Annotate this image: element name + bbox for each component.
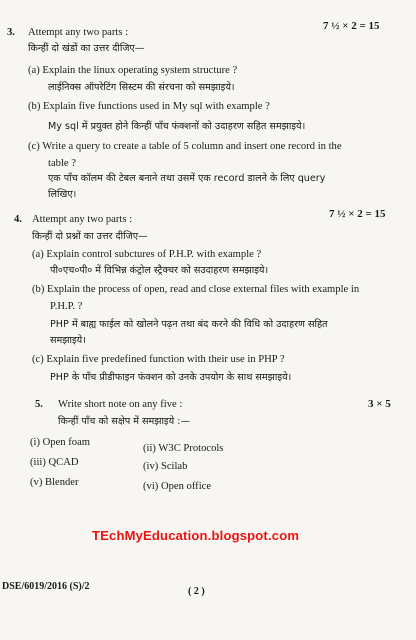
q5-number: 5. [35, 399, 43, 410]
q4-number: 4. [14, 214, 22, 225]
q5-marks: 3 × 5 [368, 398, 391, 410]
watermark-text: TEchMyEducation.blogspot.com [92, 528, 300, 543]
q4-b-hi-2: समझाइये। [50, 335, 86, 346]
q3-c-en-1: (c) Write a query to create a table of 5 column and insert one record in the [28, 141, 342, 152]
q3-c-hi-2: लिखिए। [48, 189, 77, 200]
page-number: ( 2 ) [188, 586, 205, 597]
q4-c-hi: PHP के पाँच प्रीडीफाइन फंक्शन को उनके उपयोग के साथ समझाइये। [50, 372, 292, 383]
q3-instruction-hi: किन्हीं दो खंडों का उत्तर दीजिए— [28, 43, 145, 54]
q5-item: (iii) QCAD [30, 457, 79, 468]
q5-instruction-hi: किन्हीं पाँच को सक्षेप में समझाइये :— [58, 416, 191, 427]
q4-a-hi: पी०एच०पी० में विभिन्न कंट्रोल स्ट्रैक्चर को सउदाहरण समझाइये। [50, 265, 269, 276]
q5-item: (v) Blender [30, 477, 79, 488]
q4-instruction-hi: किन्हीं दो प्रश्नों का उत्तर दीजिए— [32, 231, 148, 242]
q3-b-hi: My sql में प्रयुक्त होने किन्हीं पाँच फंक्शनों को उदाहरण सहित समझाइये। [48, 121, 306, 132]
q4-b-en-1: (b) Explain the process of open, read and close external files with example in [32, 284, 360, 295]
q3-b-en: (b) Explain five functions used in My sql with example ? [28, 101, 270, 112]
q4-b-en-2: P.H.P. ? [50, 301, 83, 312]
q5-item: (i) Open foam [30, 437, 91, 448]
q3-a-en: (a) Explain the linux operating system structure ? [28, 65, 238, 76]
q5-item: (iv) Scilab [143, 461, 188, 472]
q3-c-en-2: table ? [48, 158, 76, 169]
q4-instruction-en: Attempt any two parts : [32, 214, 133, 225]
q4-b-hi-1: PHP में बाह्य फाईल को खोलने पढ़न तथा बंद करने की विधि को उदाहरण सहित [50, 319, 328, 330]
q3-number: 3. [7, 27, 15, 38]
q4-c-en: (c) Explain five predefined function with their use in PHP ? [32, 354, 285, 365]
q3-a-hi: लाईनिक्स ऑपरेटिंग सिस्टम की संरचना को समझाइये। [48, 82, 235, 93]
paper-code: DSE/6019/2016 (S)/2 [2, 581, 90, 592]
q5-item: (vi) Open office [143, 481, 212, 492]
q3-instruction-en: Attempt any two parts : [28, 27, 129, 38]
q4-a-en: (a) Explain control subctures of P.H.P. with example ? [32, 249, 262, 260]
q5-instruction-en: Write short note on any five : [58, 399, 183, 410]
q4-marks: 7 ½ × 2 = 15 [329, 208, 386, 220]
q3-marks: 7 ½ × 2 = 15 [323, 20, 380, 32]
q3-c-hi-1: एक पाँच कॉलम की टेबल बनाने तथा उसमें एक record डालने के लिए query [48, 173, 326, 184]
q5-item: (ii) W3C Protocols [143, 443, 224, 454]
